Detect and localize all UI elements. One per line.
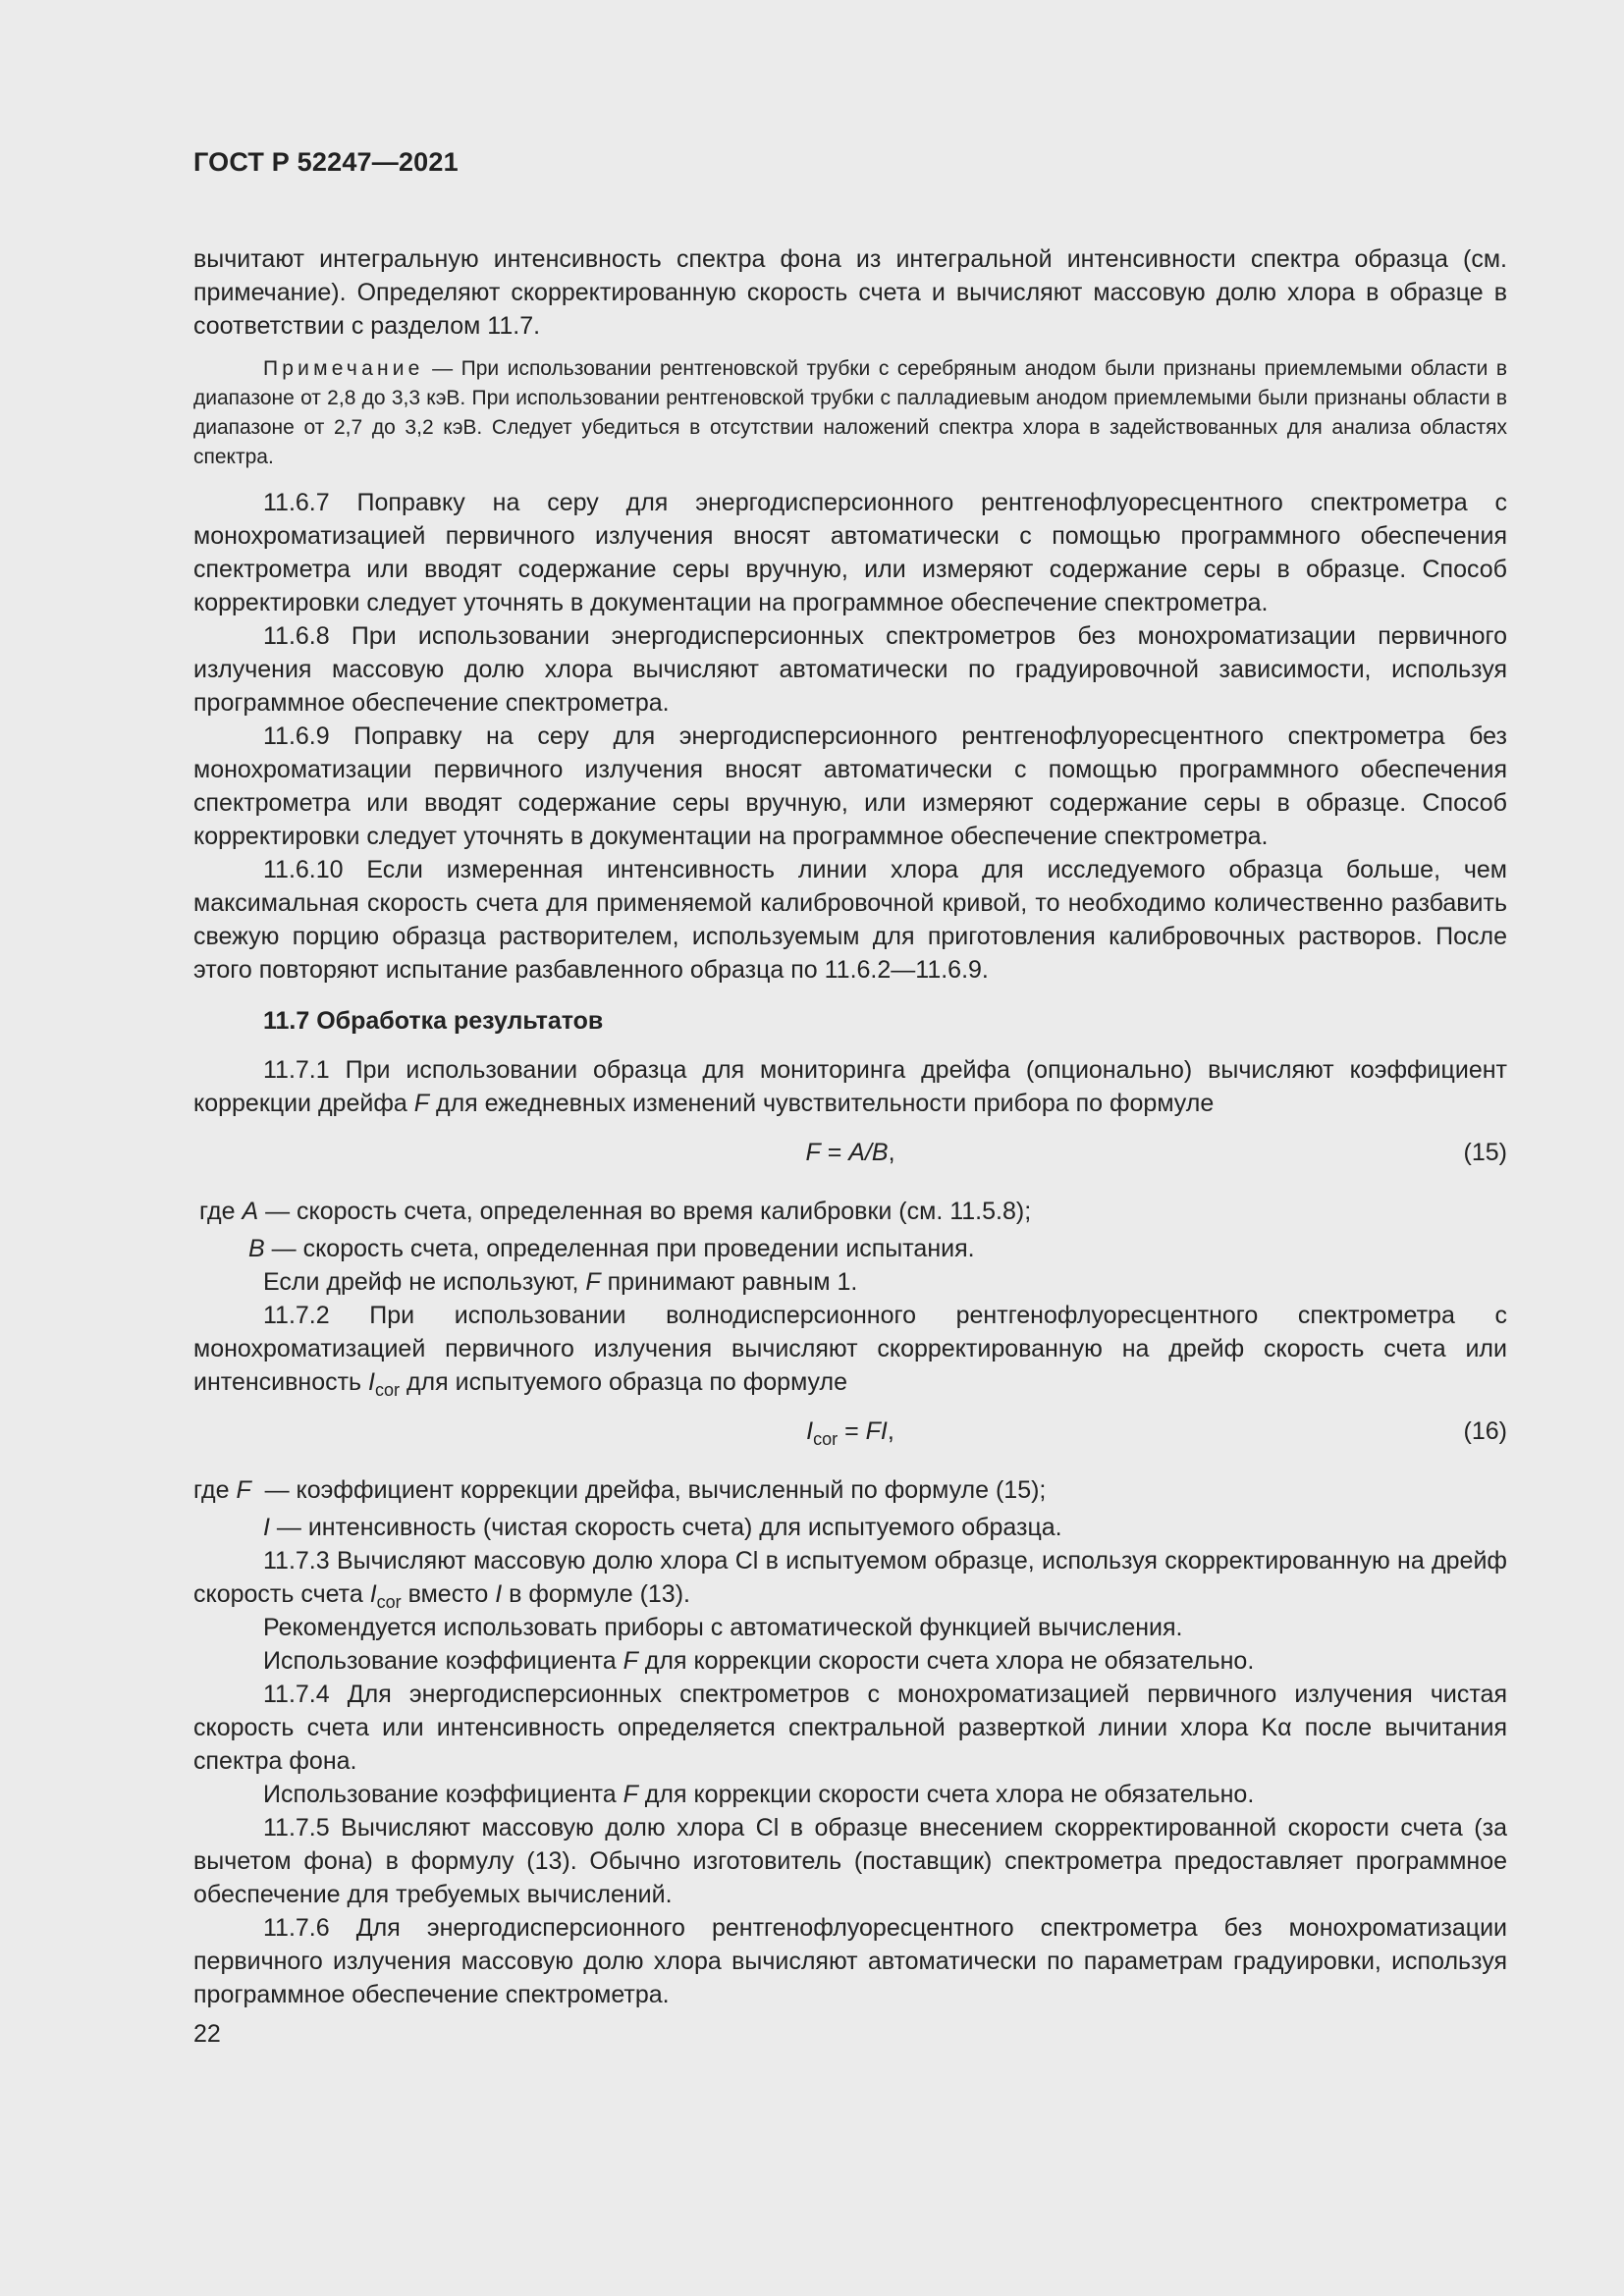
paragraph-optional-1: Использование коэффициента F для коррекции скорости счета хлора не обязательно. bbox=[263, 1647, 1255, 1675]
note-text: — При использовании рентгеновской трубки с серебряным анодом были признаны приемлемыми области в диапазоне от 2,8 до 3,3 кэВ. При использовании рентгеновской трубки с палладиевым анодом приемлемыми были признаны области в диапазоне от 2,7 до 3,2 кэВ. Следует убедиться в отсутствии наложений спектра хлора в задействованных для анализа областях спектра. bbox=[193, 357, 1507, 468]
formula-15 bbox=[193, 1136, 1507, 1169]
formula-16-number: (16) bbox=[1463, 1417, 1507, 1445]
section-heading-11-7: 11.7 Обработка результатов bbox=[263, 1007, 604, 1035]
document-header: ГОСТ Р 52247—2021 bbox=[193, 147, 459, 177]
paragraph-11-7-2: 11.7.2 При использовании волнодисперсионного рентгенофлуоресцентного спектрометра с монохроматизацией первичного излучения вычисляют скорректированную на дрейф скорость счета или интенсивность $I_{cor}$ для испытуемого образца по формуле bbox=[193, 1302, 1507, 1400]
formula-16-expression: $I_{cor}$ = FI, bbox=[806, 1417, 894, 1449]
paragraph-11-6-10: 11.6.10 Если измеренная интенсивность линии хлора для исследуемого образца больше, чем максимальная скорость счета для применяемой калибровочной кривой, то необходимо количественно разбавить свежую порцию образца растворителем, используемым для приготовления калибровочных растворов. После этого повторяют испытание разбавленного образца по 11.6.2—11.6.9. bbox=[193, 856, 1507, 984]
paragraph-11-7-3: 11.7.3 Вычисляют массовую долю хлора Cl в испытуемом образце, используя скорректированную на дрейф скорость счета $I_{cor}$ вместо I в формуле (13). bbox=[193, 1547, 1507, 1612]
paragraph-11-7-1: 11.7.1 При использовании образца для мониторинга дрейфа (опционально) вычисляют коэффициент коррекции дрейфа F для ежедневных изменений чувствительности прибора по формуле bbox=[193, 1056, 1507, 1117]
where-b: B — скорость счета, определенная при проведении испытания. bbox=[248, 1235, 975, 1262]
formula-15-number: (15) bbox=[1463, 1139, 1507, 1166]
paragraph-11-7-6: 11.7.6 Для энергодисперсионного рентгенофлуоресцентного спектрометра без монохроматизации первичного излучения массовую долю хлора вычисляют автоматически по параметрам градуировки, используя программное обеспечение спектрометра. bbox=[193, 1914, 1507, 2008]
paragraph-11-7-4: 11.7.4 Для энергодисперсионных спектрометров с монохроматизацией первичного излучения чистая скорость счета или интенсивность определяется спектральной разверткой линии хлора Kα после вычитания спектра фона. bbox=[193, 1681, 1507, 1775]
note bbox=[193, 354, 1507, 472]
paragraph-no-drift: Если дрейф не используют, F принимают равным 1. bbox=[263, 1268, 858, 1296]
formula-16 bbox=[193, 1415, 1507, 1448]
page-number: 22 bbox=[193, 2020, 221, 2048]
paragraph-intro: вычитают интегральную интенсивность спектра фона из интегральной интенсивности спектра образца (см. примечание). Определяют скорректированную скорость счета и вычисляют массовую долю хлора в образце в соответствии с разделом 11.7. bbox=[193, 245, 1507, 340]
paragraph-11-6-9: 11.6.9 Поправку на серу для энергодисперсионного рентгенофлуоресцентного спектрометра без монохроматизации первичного излучения вносят автоматически с помощью программного обеспечения спектрометра или вводят содержание серы вручную, или измеряют содержание серы в образце. Способ корректировки следует уточнять в документации на программное обеспечение спектрометра. bbox=[193, 722, 1507, 850]
document-page bbox=[193, 147, 1507, 2051]
note-label: Примечание bbox=[263, 357, 424, 380]
where-f: где F — коэффициент коррекции дрейфа, вычисленный по формуле (15); bbox=[193, 1476, 1047, 1504]
paragraph-recommend: Рекомендуется использовать приборы с автоматической функцией вычисления. bbox=[263, 1614, 1183, 1641]
paragraph-11-7-5: 11.7.5 Вычисляют массовую долю хлора Cl в образце внесением скорректированной скорости счета (за вычетом фона) в формулу (13). Обычно изготовитель (поставщик) спектрометра предоставляет программное обеспечение для требуемых вычислений. bbox=[193, 1814, 1507, 1908]
paragraph-11-6-7: 11.6.7 Поправку на серу для энергодисперсионного рентгенофлуоресцентного спектрометра с монохроматизацией первичного излучения вносят автоматически с помощью программного обеспечения спектрометра или вводят содержание серы вручную, или измеряют содержание серы в образце. Способ корректировки следует уточнять в документации на программное обеспечение спектрометра. bbox=[193, 489, 1507, 616]
where-i: I — интенсивность (чистая скорость счета) для испытуемого образца. bbox=[263, 1514, 1062, 1541]
paragraph-optional-2: Использование коэффициента F для коррекции скорости счета хлора не обязательно. bbox=[263, 1781, 1255, 1808]
paragraph-11-6-8: 11.6.8 При использовании энергодисперсионных спектрометров без монохроматизации первичного излучения массовую долю хлора вычисляют автоматически по градуировочной зависимости, используя программное обеспечение спектрометра. bbox=[193, 622, 1507, 717]
formula-15-expression: F = A/B, bbox=[805, 1139, 895, 1166]
where-a: где A — скорость счета, определенная во время калибровки (см. 11.5.8); bbox=[199, 1198, 1032, 1225]
